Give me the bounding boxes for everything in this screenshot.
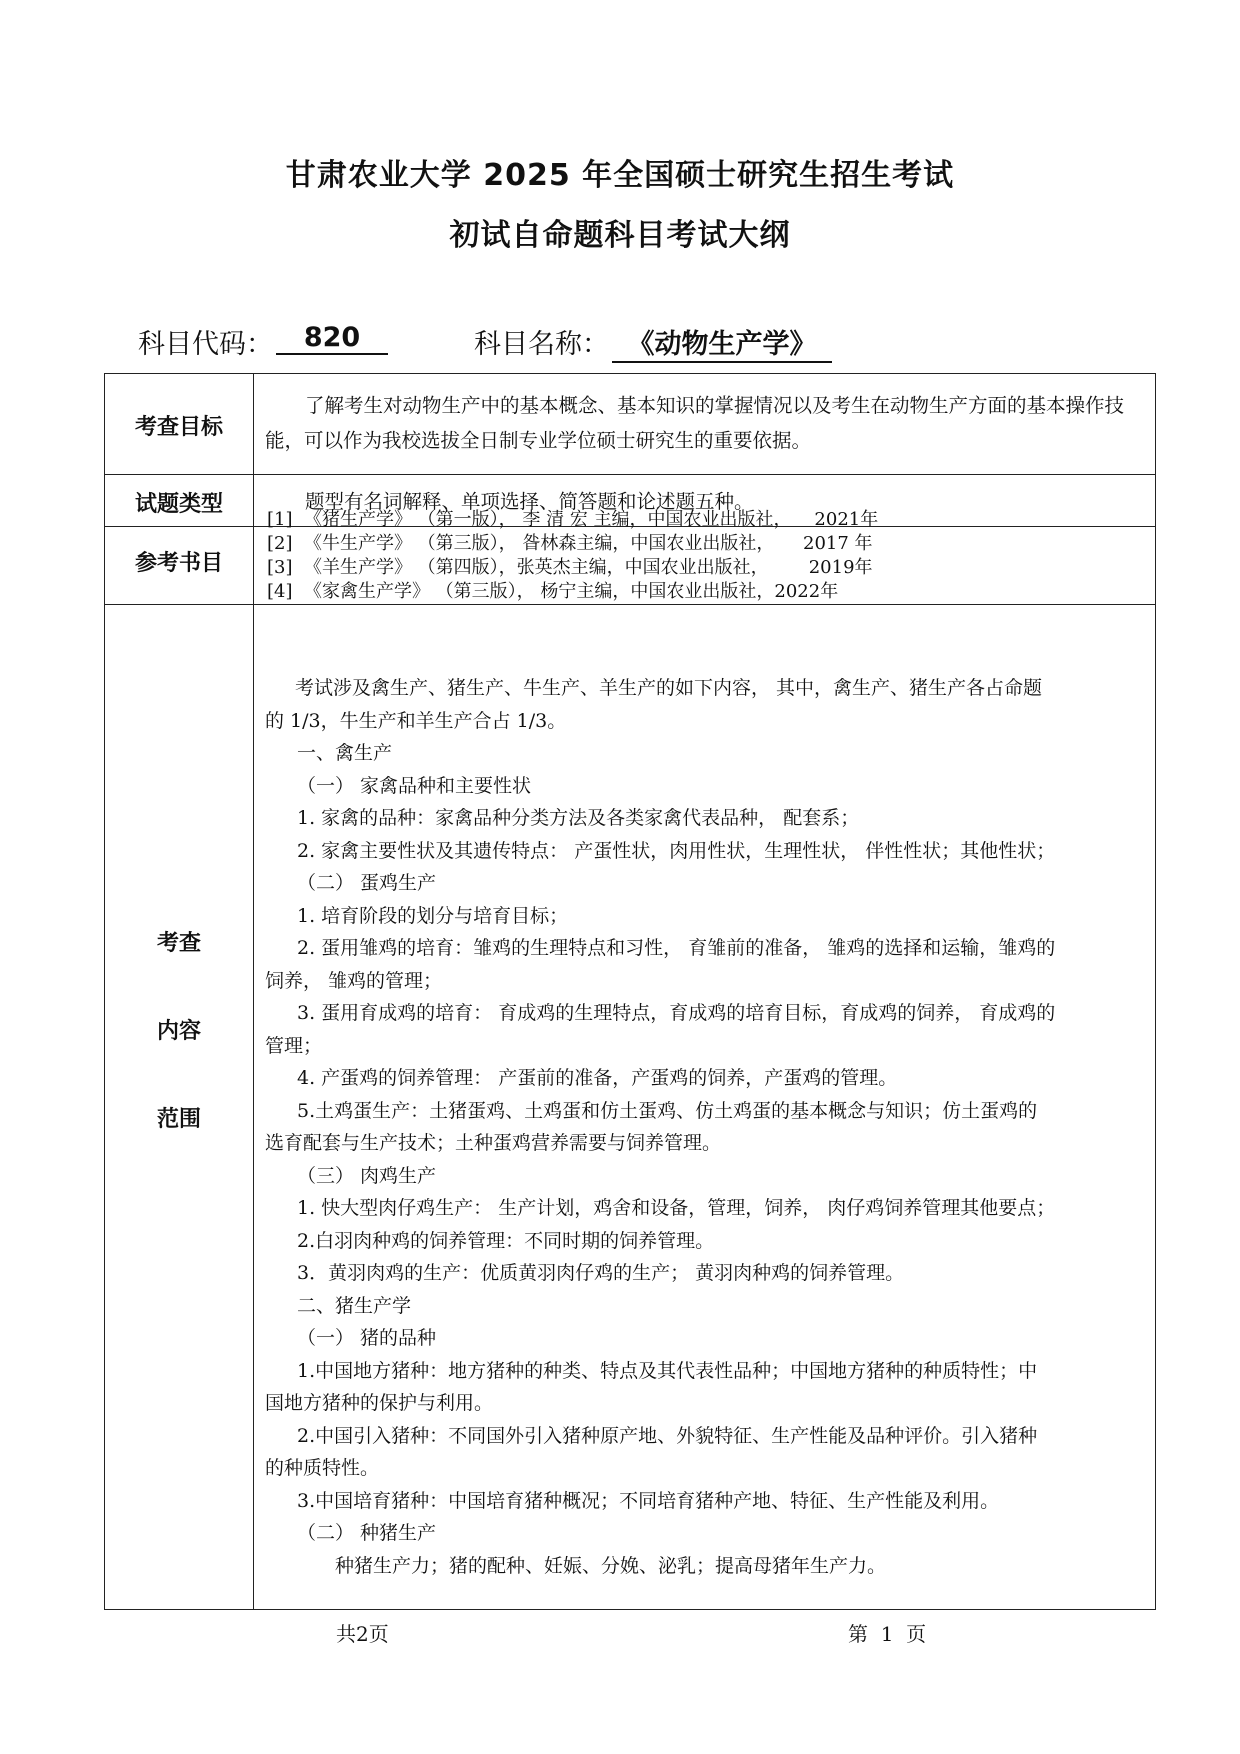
document-title: 甘肃农业大学 2025 年全国硕士研究生招生考试	[285, 158, 955, 193]
scope-line: 种猪生产力；猪的配种、妊娠、分娩、泌乳；提高母猪年生产力。	[335, 1554, 887, 1577]
scope-line: 1. 家禽的品种：家禽品种分类方法及各类家禽代表品种， 配套系；	[297, 807, 860, 829]
subject-name: 《动物生产学》	[612, 322, 832, 363]
scope-line: （二） 种猪生产	[297, 1522, 437, 1544]
scope-line: 二、猪生产学	[297, 1294, 412, 1317]
scope-line: 1. 培育阶段的划分与培育目标；	[297, 904, 569, 927]
syllabus-table	[104, 373, 1156, 1610]
subject-info	[0, 322, 1240, 366]
scope-line: 1. 快大型肉仔鸡生产： 生产计划，鸡舍和设备，管理，饲养， 肉仔鸡饲养管理其他要点；	[297, 1197, 1056, 1219]
column-divider	[253, 374, 254, 1609]
objective-cell	[265, 388, 1145, 458]
reference-item: [4] 《家禽生产学》 （第三版）， 杨宁主编，中国农业出版社，2022年	[267, 581, 839, 602]
scope-line: 饲养， 雏鸡的管理；	[265, 969, 443, 992]
question-types-text: 题型有名词解释、单项选择、简答题和论述题五种。	[305, 490, 754, 513]
reference-item: [2] 《牛生产学》 （第三版）， 昝林森主编，中国农业出版社， 2017 年	[267, 533, 873, 554]
scope-line: 2. 家禽主要性状及其遗传特点： 产蛋性状，肉用性状，生理性状， 伴性性状；其他性状；	[297, 839, 1056, 862]
scope-label-1: 考查	[156, 931, 201, 956]
scope-line: 3．黄羽肉鸡的生产：优质黄羽肉仔鸡的生产； 黄羽肉种鸡的饲养管理。	[297, 1262, 905, 1284]
document-subtitle: 初试自命题科目考试大纲	[449, 218, 791, 253]
scope-line: 一、禽生产	[297, 742, 393, 764]
scope-line: 2.中国引入猪种：不同国外引入猪种原产地、外貌特征、生产性能及品种评价。引入猪种	[297, 1424, 1038, 1447]
reference-item: [1] 《猪生产学》 （第一版）， 李 清 宏 主编，中国农业出版社， 2021年	[267, 509, 879, 530]
objective-text: 了解考生对动物生产中的基本概念、基本知识的掌握情况以及考生在动物生产方面的基本操作技能，可以作为我校选拔全日制专业学位硕士研究生的重要依据。	[265, 394, 1125, 452]
scope-label-2: 内容	[156, 1019, 201, 1044]
scope-line: （三） 肉鸡生产	[297, 1164, 437, 1187]
scope-line: （一） 猪的品种	[297, 1327, 437, 1349]
subject-code: 820	[276, 322, 388, 355]
scope-line: 国地方猪种的保护与利用。	[265, 1392, 494, 1414]
scope-line: 4. 产蛋鸡的饲养管理： 产蛋前的准备，产蛋鸡的饲养，产蛋鸡的管理。	[297, 1067, 898, 1089]
scope-line: 的 1/3，牛生产和羊生产合占 1/3。	[265, 709, 567, 732]
page-number: 第 1 页	[848, 1622, 927, 1646]
scope-line: （二） 蛋鸡生产	[297, 872, 437, 894]
objective-label: 考查目标	[134, 415, 223, 440]
scope-line: 2. 蛋用雏鸡的培育：雏鸡的生理特点和习性， 育雏前的准备， 雏鸡的选择和运输，雏鸡的	[297, 937, 1056, 959]
scope-line: 选育配套与生产技术；土种蛋鸡营养需要与饲养管理。	[265, 1132, 722, 1154]
question-types-label: 试题类型	[134, 492, 223, 517]
scope-line: 管理；	[265, 1034, 323, 1057]
scope-line: （一） 家禽品种和主要性状	[297, 774, 532, 797]
reference-item: [3] 《羊生产学》 （第四版），张英杰主编，中国农业出版社， 2019年	[267, 557, 873, 578]
total-pages: 共2页	[336, 1622, 389, 1646]
row-divider	[105, 474, 1155, 475]
scope-content	[265, 672, 1145, 1582]
scope-line: 3. 蛋用育成鸡的培育： 育成鸡的生理特点，育成鸡的培育目标，育成鸡的饲养， 育成鸡的	[297, 1002, 1056, 1024]
row-divider	[105, 604, 1155, 605]
subject-name-label: 科目名称：	[474, 329, 609, 360]
scope-label-3: 范围	[156, 1107, 201, 1132]
scope-line: 3.中国培育猪种：中国培育猪种概况；不同培育猪种产地、特征、生产性能及利用。	[297, 1489, 1000, 1512]
scope-line: 1.中国地方猪种：地方猪种的种类、特点及其代表性品种；中国地方猪种的种质特性；中	[297, 1359, 1038, 1382]
subject-code-label: 科目代码：	[138, 329, 273, 360]
scope-line: 5.土鸡蛋生产：土猪蛋鸡、土鸡蛋和仿土蛋鸡、仿土鸡蛋的基本概念与知识；仿土蛋鸡的	[297, 1099, 1038, 1122]
scope-line: 的种质特性。	[265, 1457, 380, 1479]
references-label: 参考书目	[134, 551, 223, 576]
scope-line: 考试涉及禽生产、猪生产、牛生产、羊生产的如下内容， 其中，禽生产、猪生产各占命题	[295, 677, 1043, 699]
scope-line: 2.白羽肉种鸡的饲养管理：不同时期的饲养管理。	[297, 1229, 715, 1252]
